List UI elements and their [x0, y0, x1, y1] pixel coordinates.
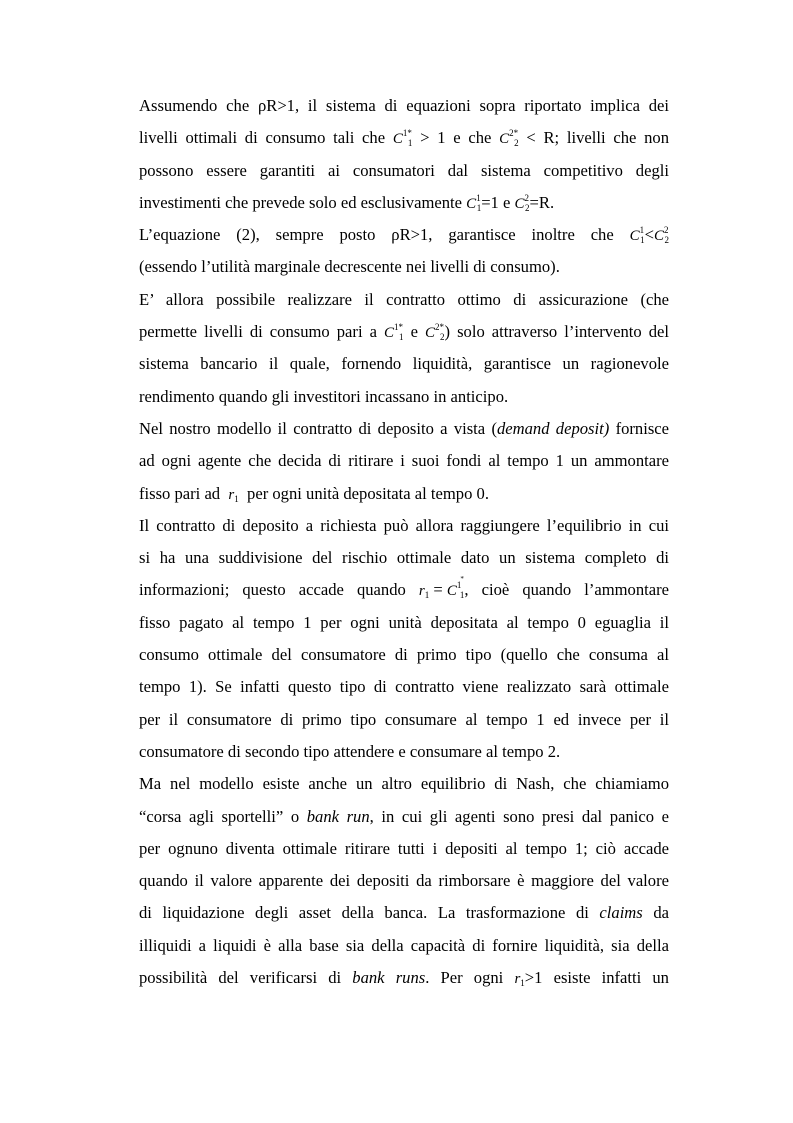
document-page: [139, 90, 669, 994]
p1-line-1: Assumendo che ρR>1, il sistema di equazioni sopra riportato implica dei: [139, 96, 669, 115]
p3-line-2: permette livelli di consumo pari a $C^{1*}1$ e $C^{2*}2$) solo attraverso l’intervento del: [139, 316, 669, 348]
p5-line-7: per il consumatore di primo tipo consumare al tempo 1 ed invece per il: [139, 709, 669, 729]
p5-line-3: informazioni; questo accade quando $r1 = C^{1*}1$, cioè quando l’ammontare: [139, 574, 669, 606]
formula-r1-eq-c1-star: $r1 = C^{1*}1$: [418, 575, 465, 601]
p6-line-2: “corsa agli sportelli” o bank run, in cui gli agenti sono presi dal panico e: [139, 806, 669, 826]
formula-c1-1star: $C^{1*}1$: [392, 128, 413, 149]
p6-line-5: di liquidazione degli asset della banca. La trasformazione di claims da: [139, 903, 669, 923]
p2-line-1: L’equazione (2), sempre posto ρR>1, garantisce inoltre che $C^11<C^22$: [139, 219, 669, 251]
p3-line-3: sistema bancario il quale, fornendo liquidità, garantisce un ragionevole: [139, 354, 669, 374]
p6-line-6: illiquidi a liquidi è alla base sia della capacità di fornire liquidità, sia della: [139, 935, 669, 955]
formula-c2-2star-b: $C^{2*}2$: [425, 322, 445, 343]
p1-line-3: possono essere garantiti ai consumatori dal sistema competitivo degli: [139, 160, 669, 180]
p1-line-4: investimenti che prevede solo ed esclusivamente $C^11=1$ e $C^22=R$.: [139, 187, 669, 219]
formula-c1-1: $C^11$: [466, 192, 482, 213]
formula-r1: r1: [228, 486, 239, 504]
p2-line-2: (essendo l’utilità marginale decrescente nei livelli di consumo).: [139, 257, 560, 277]
p6-line-7: possibilità del verificarsi di bank runs. Per ogni r1>1 esiste infatti un: [139, 962, 669, 994]
p6-line-1: Ma nel modello esiste anche un altro equilibrio di Nash, che chiamiamo: [139, 774, 669, 794]
p3-line-1: E’ allora possibile realizzare il contratto ottimo di assicurazione (che: [139, 289, 669, 309]
p5-line-6: tempo 1). Se infatti questo tipo di contratto viene realizzato sarà ottimale: [139, 677, 669, 697]
p5-line-5: consumo ottimale del consumatore di primo tipo (quello che consuma al: [139, 645, 669, 665]
p4-line-2: ad ogni agente che decida di ritirare i suoi fondi al tempo 1 un ammontare: [139, 451, 669, 471]
p5-line-4: fisso pagato al tempo 1 per ogni unità depositata al tempo 0 eguaglia il: [139, 612, 669, 632]
p6-line-4: quando il valore apparente dei depositi da rimborsare è maggiore del valore: [139, 871, 669, 891]
p6-line-3: per ognuno diventa ottimale ritirare tutti i depositi al tempo 1; ciò accade: [139, 838, 669, 858]
formula-c2-2: $C^22$: [514, 192, 530, 213]
formula-c1-lt-c2: $C^11<C^22$: [629, 225, 669, 246]
p4-line-3: fisso pari ad r1 per ogni unità depositata al tempo 0.: [139, 478, 669, 510]
p4-line-1: Nel nostro modello il contratto di deposito a vista (demand deposit) fornisce: [139, 418, 670, 438]
formula-c1-1star-b: $C^{1*}1$: [384, 322, 404, 343]
p3-line-4: rendimento quando gli investitori incassano in anticipo.: [139, 386, 509, 406]
p5-line-1: Il contratto di deposito a richiesta può allora raggiungere l’equilibrio in cui: [139, 515, 669, 535]
p1-line-2: livelli ottimali di consumo tali che $C^{1*}1 > 1$ e che $C^{2*}2 < R$; livelli che non: [139, 122, 669, 154]
p5-line-2: si ha una suddivisione del rischio ottimale dato un sistema completo di: [139, 548, 669, 568]
formula-c2-2star: $C^{2*}2$: [499, 128, 519, 149]
formula-r1-b: r1: [514, 971, 525, 989]
p5-line-8: consumatore di secondo tipo attendere e consumare al tempo 2.: [139, 741, 561, 761]
